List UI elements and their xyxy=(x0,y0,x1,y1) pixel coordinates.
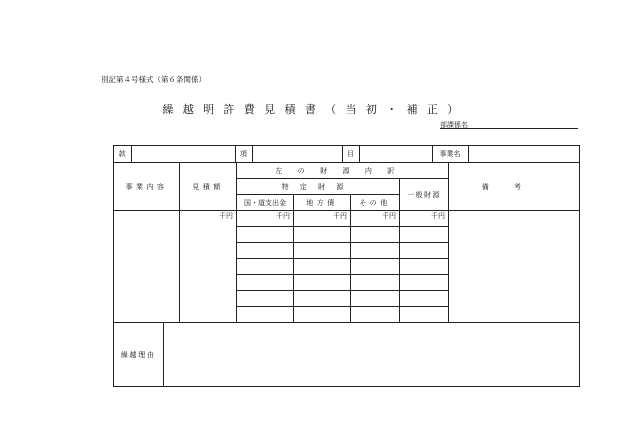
header-tokutei-zaigen: 特定財源 xyxy=(237,179,400,195)
kou-field[interactable] xyxy=(252,146,342,162)
header-bikou: 備考 xyxy=(449,163,580,211)
kou-label: 項 xyxy=(235,146,252,162)
header-chihousai: 地方債 xyxy=(294,195,351,211)
kokudo-field[interactable] xyxy=(237,259,294,275)
header-kokudo: 国・道支出金 xyxy=(237,195,294,211)
moku-field[interactable] xyxy=(359,146,432,162)
jigyomei-field[interactable] xyxy=(468,146,580,162)
bikou-field[interactable] xyxy=(449,211,580,323)
kokudo-field[interactable] xyxy=(237,291,294,307)
mitsumori-gaku-field[interactable] xyxy=(180,211,237,323)
department-label: 部課係名 xyxy=(440,121,468,129)
chihousai-field[interactable] xyxy=(294,275,351,291)
estimate-form-table xyxy=(113,145,580,387)
jigyomei-label: 事業名 xyxy=(432,146,468,162)
sonota-field[interactable] xyxy=(351,275,400,291)
header-zaigen-naiyaku: 左の財源内訳 xyxy=(237,163,449,179)
department-underline xyxy=(440,128,578,129)
unit-label: 千円 xyxy=(333,212,347,220)
form-reference: 別記第４号様式（第６条関係） xyxy=(101,75,206,84)
kan-field[interactable] xyxy=(131,146,235,162)
budget-classification-row xyxy=(114,146,580,163)
ippan-zaigen-field[interactable] xyxy=(400,211,449,227)
header-jigyo-naiyo: 事業内容 xyxy=(114,163,180,211)
kokudo-field[interactable] xyxy=(237,275,294,291)
unit-label: 千円 xyxy=(219,212,233,220)
moku-label: 目 xyxy=(342,146,359,162)
sonota-field[interactable] xyxy=(351,291,400,307)
form-title: 繰越明許費見積書（当初・補正） xyxy=(162,103,468,116)
kokudo-field[interactable] xyxy=(237,227,294,243)
kurikoshi-riyu-field[interactable] xyxy=(163,323,579,386)
kokudo-field[interactable] xyxy=(237,243,294,259)
unit-label: 千円 xyxy=(431,212,445,220)
data-row-1 xyxy=(114,211,580,227)
kurikoshi-riyu-label: 繰越理由 xyxy=(120,350,156,359)
kokudo-field[interactable] xyxy=(237,307,294,323)
chihousai-field[interactable] xyxy=(294,259,351,275)
kurikoshi-inner xyxy=(114,323,579,386)
kurikoshi-riyu-row xyxy=(114,323,580,387)
jigyo-naiyo-field[interactable] xyxy=(114,211,180,323)
chihousai-field[interactable] xyxy=(294,291,351,307)
sonota-field[interactable] xyxy=(351,227,400,243)
kan-label: 款 xyxy=(118,150,126,158)
ippan-zaigen-field[interactable] xyxy=(400,291,449,307)
ippan-zaigen-field[interactable] xyxy=(400,243,449,259)
sonota-field[interactable] xyxy=(351,243,400,259)
classification-inner xyxy=(114,146,580,162)
sonota-field[interactable] xyxy=(351,259,400,275)
header-ippan-zaigen: 一般財源 xyxy=(400,179,449,211)
header-sonota: その他 xyxy=(351,195,400,211)
sonota-field[interactable] xyxy=(351,211,400,227)
ippan-zaigen-field[interactable] xyxy=(400,307,449,323)
sonota-field[interactable] xyxy=(351,307,400,323)
chihousai-field[interactable] xyxy=(294,243,351,259)
kokudo-field[interactable] xyxy=(237,211,294,227)
unit-label: 千円 xyxy=(382,212,396,220)
ippan-zaigen-field[interactable] xyxy=(400,227,449,243)
header-row-1 xyxy=(114,163,580,179)
unit-label: 千円 xyxy=(276,212,290,220)
header-mitsumori-gaku: 見積額 xyxy=(180,163,237,211)
chihousai-field[interactable] xyxy=(294,211,351,227)
chihousai-field[interactable] xyxy=(294,307,351,323)
chihousai-field[interactable] xyxy=(294,227,351,243)
ippan-zaigen-field[interactable] xyxy=(400,259,449,275)
ippan-zaigen-field[interactable] xyxy=(400,275,449,291)
